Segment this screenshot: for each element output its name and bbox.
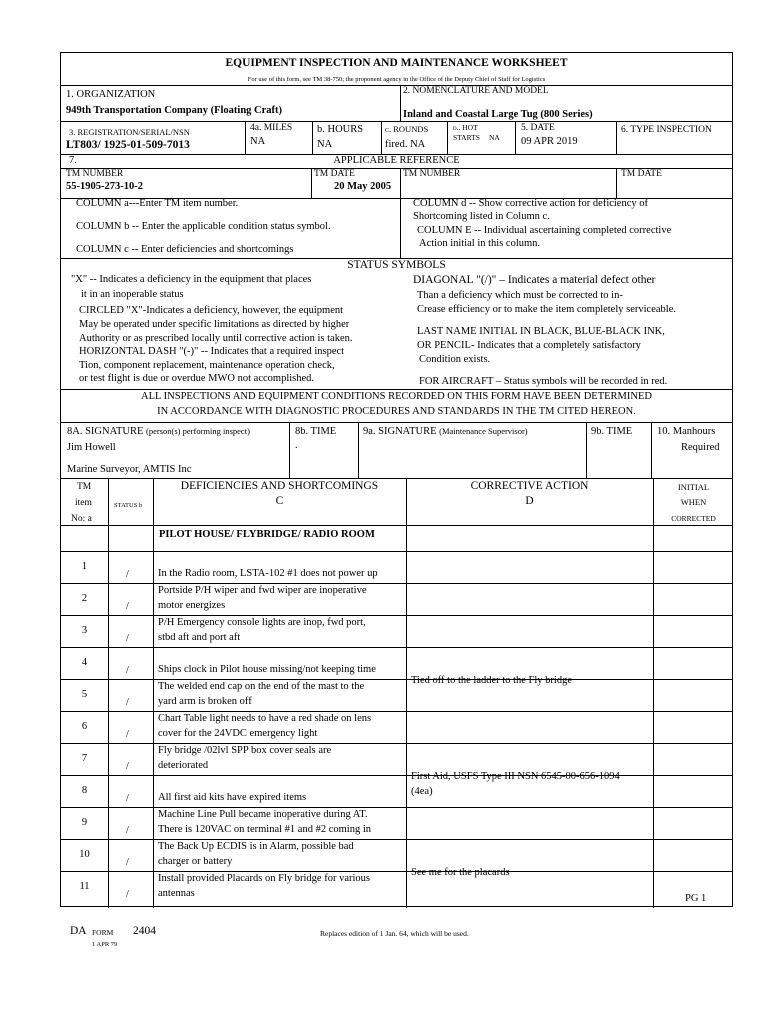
footer-form-num: 2404 — [133, 925, 156, 937]
status-left-3: May be operated under specific limitations as directed by higher — [79, 319, 350, 330]
footer-date: 1 APR 79 — [92, 941, 118, 948]
status-right-5: FOR AIRCRAFT – Status symbols will be recorded in red. — [419, 376, 668, 387]
th-status: STATUS b — [114, 502, 143, 509]
hours-label: b. HOURS — [317, 124, 364, 135]
status-right-1: Crease efficiency or to make the item completely serviceable. — [417, 304, 676, 315]
row-item-number: 10 — [79, 849, 90, 860]
sig-9a-label: 9a. SIGNATURE (Maintenance Supervisor) — [363, 426, 528, 437]
status-right-2: LAST NAME INITIAL IN BLACK, BLUE-BLACK INK, — [417, 326, 665, 337]
instr-col-a: COLUMN a---Enter TM item number. — [76, 198, 239, 209]
tm-number-label: TM NUMBER — [66, 169, 124, 179]
form-subtitle: For use of this form, see TM 38-750; the proponent agency in the Office of the Deputy Chief of Staff for Logistics — [247, 76, 546, 83]
section-title: PILOT HOUSE/ FLYBRIDGE/ RADIO ROOM — [159, 529, 375, 540]
th-corrected: CORRECTED — [671, 514, 716, 523]
row-status: / — [126, 729, 129, 740]
page-number: PG 1 — [685, 893, 707, 904]
instr-col-d2: Shortcoming listed in Column c. — [413, 211, 550, 222]
rounds-value: fired. NA — [385, 139, 426, 150]
applicable-ref-num: 7. — [69, 155, 77, 166]
hours-value: NA — [317, 139, 333, 150]
row-status: / — [126, 857, 129, 868]
nomenclature-value: Inland and Coastal Large Tug (800 Series) — [403, 109, 593, 120]
org-label: 1. ORGANIZATION — [66, 89, 156, 100]
instr-col-e2: Action initial in this column. — [419, 238, 541, 249]
row-deficiency: All first aid kits have expired items — [158, 792, 307, 803]
row-deficiency: stbd aft and port aft — [158, 632, 241, 643]
instr-col-e1: COLUMN E -- Individual ascertaining completed corrective — [417, 225, 672, 236]
sig-8b-label: 8b. TIME — [295, 426, 337, 437]
row-item-number: 5 — [81, 689, 88, 700]
nomenclature-label: 2. NOMENCLATURE AND MODEL — [403, 86, 549, 96]
form-title: EQUIPMENT INSPECTION AND MAINTENANCE WORKSHEET — [225, 57, 568, 69]
row-deficiency: charger or battery — [158, 856, 233, 867]
status-left-1: it in an inoperable status — [81, 289, 184, 300]
sig-10-label-2: Required — [681, 442, 720, 453]
row-item-number: 8 — [81, 785, 88, 796]
row-deficiency: Machine Line Pull became inoperative during AT. — [158, 809, 368, 820]
hot-starts-label-2: STARTS — [453, 133, 480, 142]
status-symbols-heading: STATUS SYMBOLS — [347, 259, 446, 271]
row-status: / — [126, 793, 129, 804]
footer-da: DA — [70, 925, 87, 937]
instr-col-b: COLUMN b -- Enter the applicable condition status symbol. — [76, 221, 331, 232]
row-item-number: 7 — [81, 753, 88, 764]
sig-8a-org: Marine Surveyor, AMTIS Inc — [67, 464, 192, 475]
th-corrective: CORRECTIVE ACTION — [470, 480, 589, 492]
row-deficiency: antennas — [158, 888, 195, 899]
tm-date2-label: TM DATE — [621, 169, 662, 179]
row-status: / — [126, 633, 129, 644]
row-item-number: 6 — [81, 721, 88, 732]
registration-label: 3. REGISTRATION/SERIAL/NSN — [69, 127, 190, 137]
footer-form: FORM — [92, 928, 114, 937]
status-left-2: CIRCLED "X"-Indicates a deficiency, however, the equipment — [79, 305, 344, 316]
status-left-6: Tion, component replacement, maintenance operation check, — [79, 360, 335, 371]
instr-col-c: COLUMN c -- Enter deficiencies and shortcomings — [76, 244, 294, 255]
row-deficiency: Fly bridge /02lvl SPP box cover seals are — [158, 745, 332, 756]
row-deficiency: Install provided Placards on Fly bridge for various — [158, 873, 370, 884]
status-right-3: OR PENCIL- Indicates that a completely satisfactory — [417, 340, 641, 351]
status-left-0: "X" -- Indicates a deficiency in the equipment that places — [71, 274, 312, 285]
sig-8a-name: Jim Howell — [67, 442, 116, 453]
sig-8a-label: 8A. SIGNATURE (person(s) performing inspect) — [67, 426, 250, 437]
miles-label: 4a. MILES — [250, 123, 293, 133]
row-deficiency: P/H Emergency console lights are inop, fwd port, — [158, 617, 366, 628]
rounds-label: c. ROUNDS — [385, 124, 429, 134]
row-status: / — [126, 825, 129, 836]
row-item-number: 11 — [79, 881, 90, 892]
miles-value: NA — [250, 136, 266, 147]
row-status: / — [126, 601, 129, 612]
th-tm: TM — [77, 482, 92, 492]
row-item-number: 3 — [81, 625, 88, 636]
row-item-number: 9 — [81, 817, 88, 828]
row-item-number: 1 — [81, 561, 88, 572]
row-corrective-action: (4ea) — [411, 786, 433, 797]
status-right-title: DIAGONAL "(/)" – Indicates a material defect other — [413, 274, 656, 286]
th-deficiencies: DEFICIENCIES AND SHORTCOMINGS — [180, 480, 379, 492]
row-deficiency: In the Radio room, LSTA-102 #1 does not power up — [158, 568, 378, 579]
type-inspection-label: 6. TYPE INSPECTION — [621, 125, 712, 135]
hot-starts-value: NA — [489, 133, 500, 142]
row-status: / — [126, 665, 129, 676]
row-status: / — [126, 889, 129, 900]
status-left-7: or test flight is due or overdue MWO not accomplished. — [79, 373, 315, 384]
row-deficiency: deteriorated — [158, 760, 209, 771]
row-deficiency: Portside P/H wiper and fwd wiper are inoperative — [158, 585, 367, 596]
row-deficiency: There is 120VAC on terminal #1 and #2 coming in — [158, 824, 371, 835]
th-when: WHEN — [680, 497, 707, 507]
applicable-ref-label: APPLICABLE REFERENCE — [333, 155, 460, 166]
row-item-number: 2 — [81, 593, 88, 604]
sig-8b-value: . — [295, 440, 298, 451]
row-deficiency: yard arm is broken off — [158, 696, 252, 707]
hot-starts-label: d.. HOT — [453, 123, 478, 132]
row-deficiency: Chart Table light needs to have a red shade on lens — [158, 713, 372, 724]
status-left-5: HORIZONTAL DASH "(-)" -- Indicates that a required inspect — [79, 346, 345, 357]
th-item: item — [75, 498, 92, 508]
row-status: / — [126, 697, 129, 708]
th-corrective-d: D — [525, 495, 534, 507]
row-deficiency: cover for the 24VDC emergency light — [158, 728, 318, 739]
row-status: / — [126, 761, 129, 772]
th-deficiencies-c: C — [275, 495, 284, 507]
th-no: No: a — [71, 514, 92, 524]
sig-10-label: 10. Manhours — [657, 426, 716, 437]
all-inspections-1: ALL INSPECTIONS AND EQUIPMENT CONDITIONS RECORDED ON THIS FORM HAVE BEEN DETERMINED — [141, 391, 652, 402]
instr-col-d1: COLUMN d -- Show corrective action for deficiency of — [413, 198, 649, 209]
row-status: / — [126, 569, 129, 580]
row-deficiency: The Back Up ECDIS is in Alarm, possible bad — [158, 841, 354, 852]
worksheet-form — [60, 52, 733, 907]
all-inspections-2: IN ACCORDANCE WITH DIAGNOSTIC PROCEDURES AND STANDARDS IN THE TM CITED HEREON. — [157, 406, 636, 417]
th-initial: INITIAL — [677, 482, 710, 492]
registration-value: LT803/ 1925-01-509-7013 — [66, 139, 190, 151]
org-value: 949th Transportation Company (Floating Craft) — [66, 105, 283, 116]
row-corrective-action: First Aid, USFS Type III NSN 6545-00-656-1094 — [411, 771, 620, 782]
tm-number2-label: TM NUMBER — [403, 169, 461, 179]
status-right-0: Than a deficiency which must be corrected to in- — [417, 290, 623, 301]
sig-9b-label: 9b. TIME — [591, 426, 633, 437]
status-left-4: Authority or as prescribed locally until corrective action is taken. — [79, 333, 353, 344]
tm-date-value: 20 May 2005 — [334, 181, 392, 192]
status-right-4: Condition exists. — [419, 354, 491, 365]
row-corrective-action: See me for the placards — [411, 867, 510, 878]
row-deficiency: motor energizes — [158, 600, 226, 611]
date-label: 5. DATE — [521, 123, 555, 133]
row-item-number: 4 — [81, 657, 88, 668]
row-corrective-action: Tied off to the ladder to the Fly bridge — [411, 675, 572, 686]
tm-date-label: TM DATE — [314, 169, 355, 179]
tm-number-value: 55-1905-273-10-2 — [66, 181, 143, 192]
row-deficiency: Ships clock in Pilot house missing/not keeping time — [158, 664, 376, 675]
row-deficiency: The welded end cap on the end of the mast to the — [158, 681, 365, 692]
date-value: 09 APR 2019 — [521, 136, 578, 147]
footer-replaces: Replaces edition of 1 Jan. 64, which will be used. — [320, 929, 469, 938]
